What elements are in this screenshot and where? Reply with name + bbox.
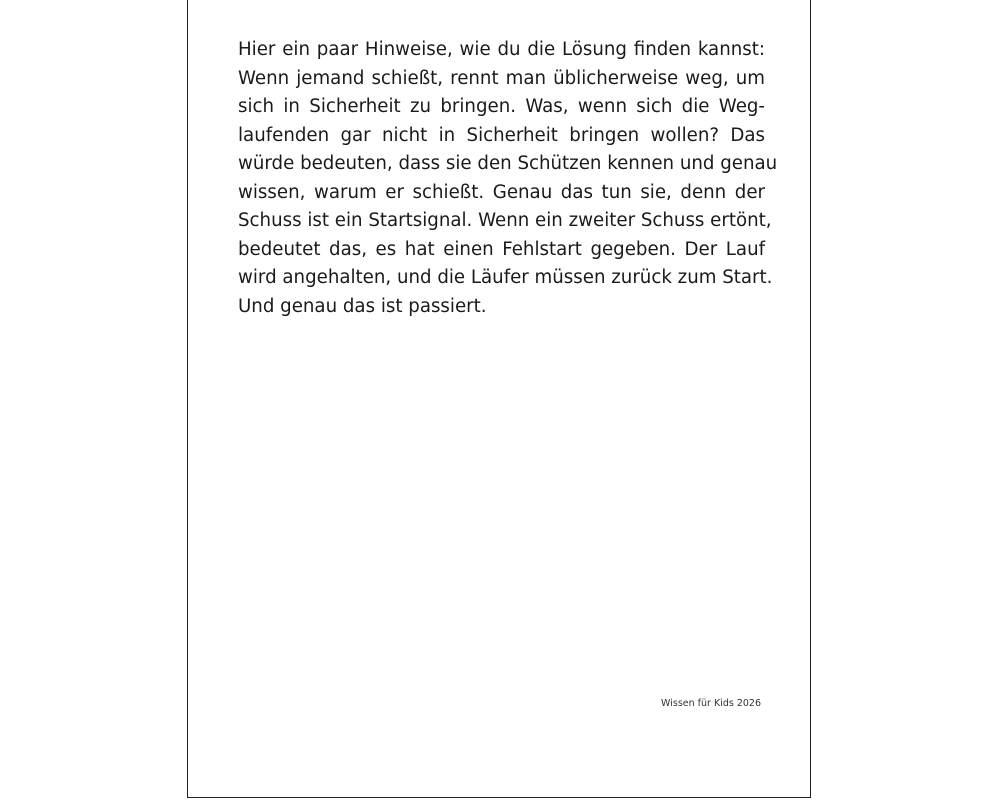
text-line: Wenn jemand schießt, rennt man üblicherweise weg, um — [238, 67, 765, 89]
text-line: laufenden gar nicht in Sicherheit bringen wollen? Das — [238, 124, 765, 146]
text-line: wissen, warum er schießt. Genau das tun sie, denn der — [238, 181, 765, 203]
text-line: würde bedeuten, dass sie den Schützen kennen und genau — [238, 153, 778, 174]
text-line: Schuss ist ein Startsignal. Wenn ein zweiter Schuss ertönt, — [238, 210, 772, 231]
text-line: sich in Sicherheit zu bringen. Was, wenn sich die Weg- — [238, 96, 765, 117]
text-line: Und genau das ist passiert. — [238, 295, 487, 317]
text-line: Hier ein paar Hinweise, wie du die Lösung finden kannst: — [238, 39, 765, 60]
document-page — [187, 0, 811, 798]
body-paragraph — [238, 36, 778, 321]
text-line: wird angehalten, und die Läufer müssen zurück zum Start. — [238, 267, 773, 288]
page-footer: Wissen für Kids 2026 — [661, 698, 761, 709]
text-line: bedeutet das, es hat einen Fehlstart gegeben. Der Lauf — [238, 238, 765, 260]
